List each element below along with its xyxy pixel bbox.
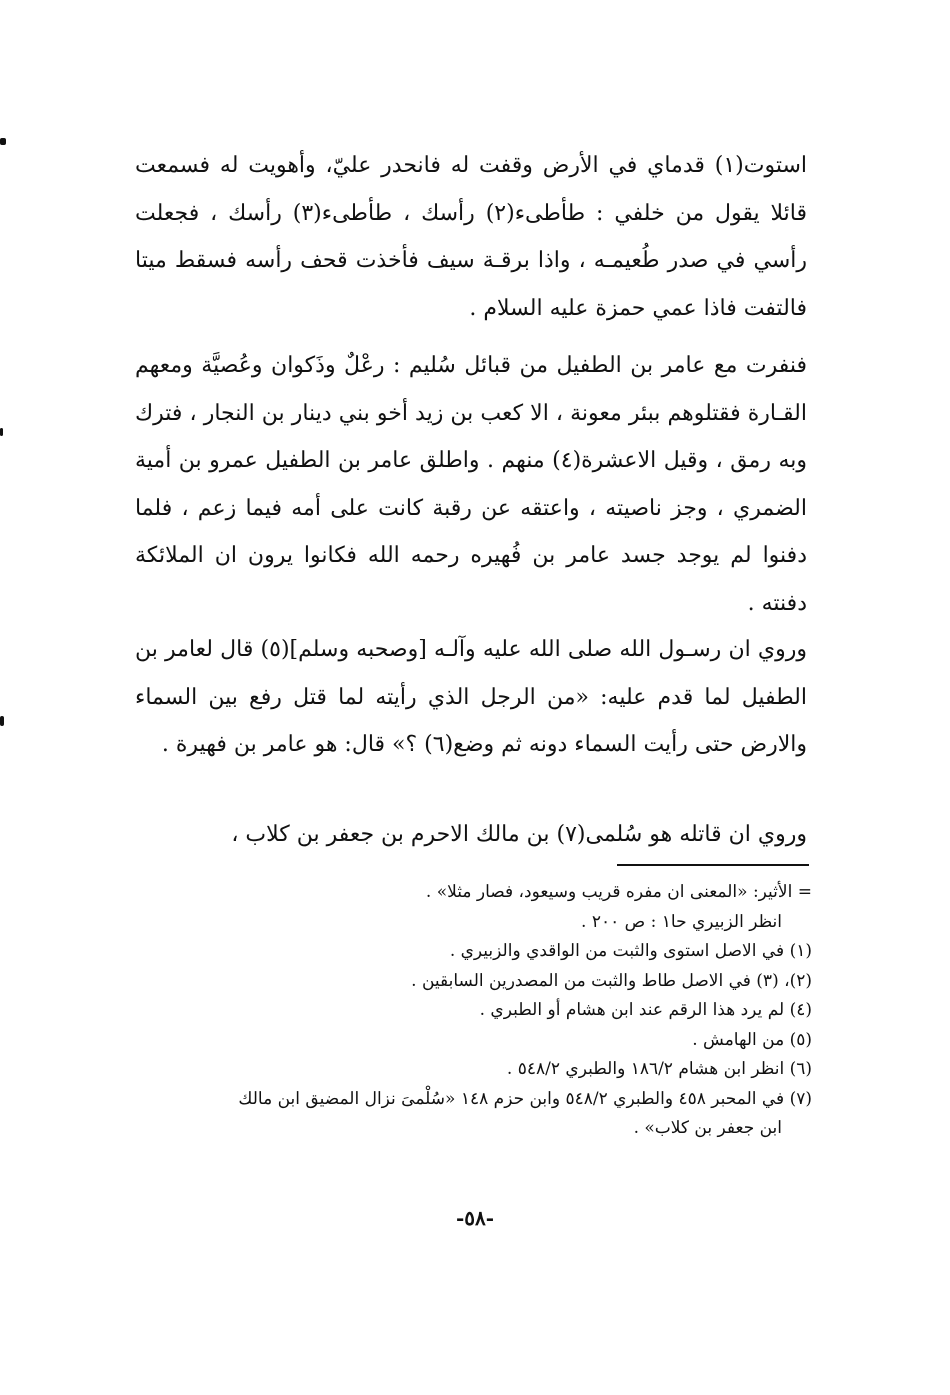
footnote-7-continuation: ابن جعفر بن كلاب» . (633, 1118, 782, 1138)
paragraph-4: وروي ان قاتله هو سُلمى(٧) بن مالك الاحرم بن جعفر بن كلاب ، (231, 822, 807, 847)
footnote-5: (٥) من الهامش . (692, 1029, 812, 1050)
paragraph-1: استوت(١) قدماي في الأرض وقفت له فانحدر عليّ، وأهويت له فسمعت قائلا يقول من خلفي : طأطىء(٢) رأسك ، طأطىء(٣) رأسك ، فجعلت رأسي في صدر طُعيمـه ، واذا برقـة سيف فأخذت قحف رأسه فسقط ميتا فالتفت فاذا عمي حمزة عليه السلام . (135, 153, 807, 321)
scan-mark-left-middle (0, 428, 3, 436)
footnotes-list (140, 878, 812, 1144)
scan-mark-left-top (0, 138, 6, 145)
footnote-continuation-ref: انظر الزبيري حا١ : ص ٢٠٠ . (581, 911, 782, 932)
paragraph-3: وروي ان رسـول الله صلى الله عليه وآلـه [وصحبه وسلم](٥) قال لعامر بن الطفيل لما قدم عليه: «من الرجل الذي رأيته لما قتل رفع بين السماء والارض حتى رأيت السماء دونه ثم وضع(٦) ؟» قال: هو عامر بن فهيرة . (135, 637, 807, 757)
footnote-6: (٦) انظر ابن هشام ١٨٦/٢ والطبري ٥٤٨/٢ . (506, 1059, 812, 1079)
footnote-separator (617, 864, 809, 866)
page-number: -٥٨- (455, 1206, 495, 1230)
paragraph-2: فنفرت مع عامر بن الطفيل من قبائل سُليم : رعْلٌ وذَكوان وعُصيَّة ومعهم القـارة فقتلوهم ببئر معونة ، الا كعب بن زيد أخو بني دينار بن النجار ، فترك وبه رمق ، وقيل الاعشرة(٤) منهم . واطلق عامر بن الطفيل عمرو بن أمية الضمري ، وجز ناصيته ، واعتقه عن رقبة كانت على أمه فيما زعم ، فلما دفنوا لم يوجد جسد عامر بن فُهيره رحمه الله فكانوا يرون ان الملائكة دفنته . (135, 353, 807, 616)
footnote-2-3: (٢)، (٣) في الاصل طاط والثبت من المصدرين السابقين . (411, 970, 812, 991)
scan-mark-left-bottom (0, 716, 4, 726)
footnote-7: (٧) في المحبر ٤٥٨ والطبري ٥٤٨/٢ وابن حزم ١٤٨ «سُلْمىَ نزال المضيق ابن مالك (238, 1088, 812, 1109)
footnote-1: (١) في الاصل استوى والثبت من الواقدي والزبيري . (449, 941, 812, 961)
footnote-4: (٤) لم يرد هذا الرقم عند ابن هشام أو الطبري . (479, 1000, 812, 1020)
footnote-continuation: = الأثير: «المعنى ان مفره قريب وسيعود، فصار مثلا» . (425, 882, 812, 902)
